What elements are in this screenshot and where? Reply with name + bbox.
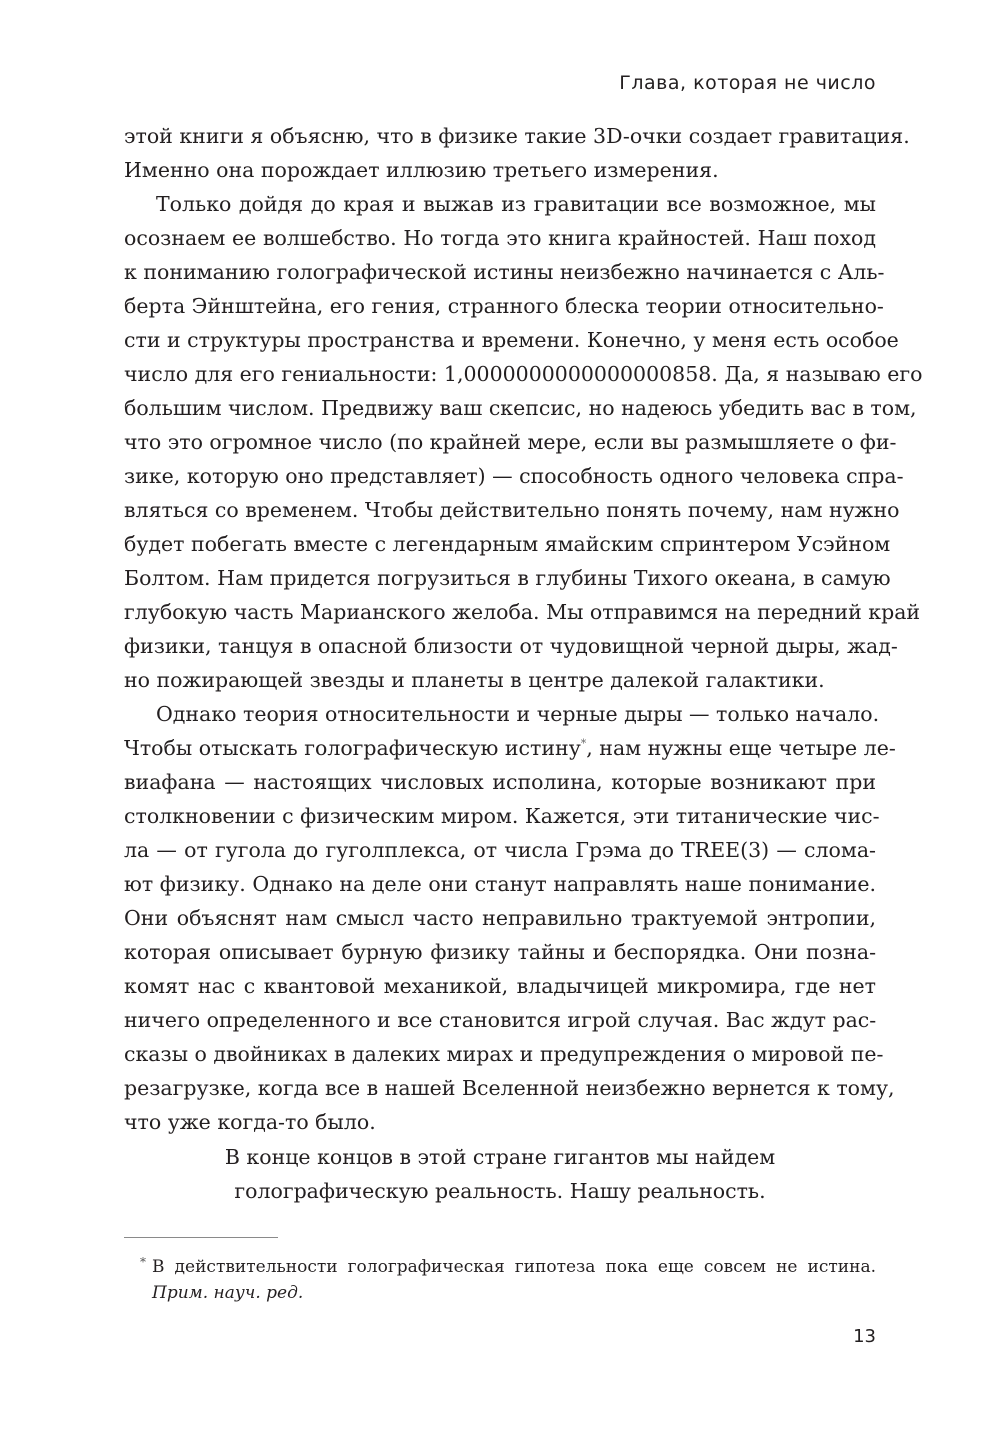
text-line: физики, танцуя в опасной близости от чудовищной черной дыры, жад- bbox=[124, 634, 898, 658]
text-line: Они объяснят нам смысл часто неправильно трактуемой энтропии, bbox=[124, 906, 876, 930]
text-line: большим числом. Предвижу ваш скепсис, но надеюсь убедить вас в том, bbox=[124, 396, 917, 420]
closing-line: голографическую реальность. Нашу реальность. bbox=[234, 1179, 766, 1203]
text-line: зике, которую оно представляет) — способность одного человека спра- bbox=[124, 464, 904, 488]
text-line: ничего определенного и все становится игрой случая. Вас ждут рас- bbox=[124, 1008, 877, 1032]
text-line: но пожирающей звезды и планеты в центре далекой галактики. bbox=[124, 668, 825, 692]
closing-statement bbox=[124, 1140, 876, 1208]
text-line: Только дойдя до края и выжав из гравитации все возможное, мы bbox=[156, 192, 876, 216]
text-line: сказы о двойниках в далеких мирах и предупреждения о мировой пе- bbox=[124, 1042, 884, 1066]
footnote bbox=[140, 1254, 876, 1306]
text-line: глубокую часть Марианского желоба. Мы отправимся на передний край bbox=[124, 600, 921, 624]
text-line: вляться со временем. Чтобы действительно понять почему, нам нужно bbox=[124, 498, 900, 522]
footnote-attribution: Прим. науч. ред. bbox=[152, 1283, 304, 1303]
text-line: что это огромное число (по крайней мере, если вы размышляете о фи- bbox=[124, 430, 897, 454]
text-line: этой книги я объясню, что в физике такие 3D-очки создает гравитация. bbox=[124, 124, 910, 148]
text-line: Болтом. Нам придется погрузиться в глубины Тихого океана, в самую bbox=[124, 566, 891, 590]
page-number: 13 bbox=[853, 1326, 876, 1347]
text-line: столкновении с физическим миром. Кажется, эти титанические чис- bbox=[124, 804, 880, 828]
text-line: ла — от гугола до гуголплекса, от числа Грэма до TREE(3) — слома- bbox=[124, 838, 876, 862]
footnote-divider bbox=[124, 1237, 278, 1238]
paragraph-3 bbox=[124, 697, 896, 1139]
body-text bbox=[124, 119, 923, 1139]
paragraph-2 bbox=[124, 187, 923, 697]
text-line: число для его гениальности: 1,0000000000000000858. Да, я называю его bbox=[124, 362, 923, 386]
text-line: будет побегать вместе с легендарным ямайским спринтером Усэйном bbox=[124, 532, 891, 556]
text-line: сти и структуры пространства и времени. Конечно, у меня есть особое bbox=[124, 328, 899, 352]
closing-line: В конце концов в этой стране гигантов мы найдем bbox=[224, 1145, 776, 1169]
text-segment: Чтобы отыскать голографическую истину bbox=[124, 736, 581, 760]
text-line: осознаем ее волшебство. Но тогда это книга крайностей. Наш поход bbox=[124, 226, 876, 250]
text-segment: , нам нужны еще четыре ле- bbox=[586, 736, 896, 760]
footnote-text: В действительности голографическая гипотеза пока еще совсем не истина. bbox=[152, 1257, 876, 1277]
text-line: которая описывает бурную физику тайны и беспорядка. Они позна- bbox=[124, 940, 876, 964]
text-line: комят нас с квантовой механикой, владычицей микромира, где нет bbox=[124, 974, 876, 998]
text-line: Однако теория относительности и черные дыры — только начало. bbox=[156, 702, 880, 726]
text-line: резагрузке, когда все в нашей Вселенной неизбежно вернется к тому, bbox=[124, 1076, 895, 1100]
text-line: виафана — настоящих числовых исполина, которые возникают при bbox=[124, 770, 876, 794]
text-line: берта Эйнштейна, его гения, странного блеска теории относительно- bbox=[124, 294, 884, 318]
text-line bbox=[124, 731, 896, 765]
text-line: ют физику. Однако на деле они станут направлять наше понимание. bbox=[124, 872, 876, 896]
text-line: к пониманию голографической истины неизбежно начинается с Аль- bbox=[124, 260, 885, 284]
footnote-marker: * bbox=[140, 1255, 146, 1269]
paragraph-1 bbox=[124, 119, 910, 187]
footnote-reference[interactable]: * bbox=[580, 737, 587, 751]
text-line: что уже когда-то было. bbox=[124, 1110, 376, 1134]
running-header: Глава, которая не число bbox=[619, 72, 876, 94]
text-line: Именно она порождает иллюзию третьего измерения. bbox=[124, 158, 719, 182]
